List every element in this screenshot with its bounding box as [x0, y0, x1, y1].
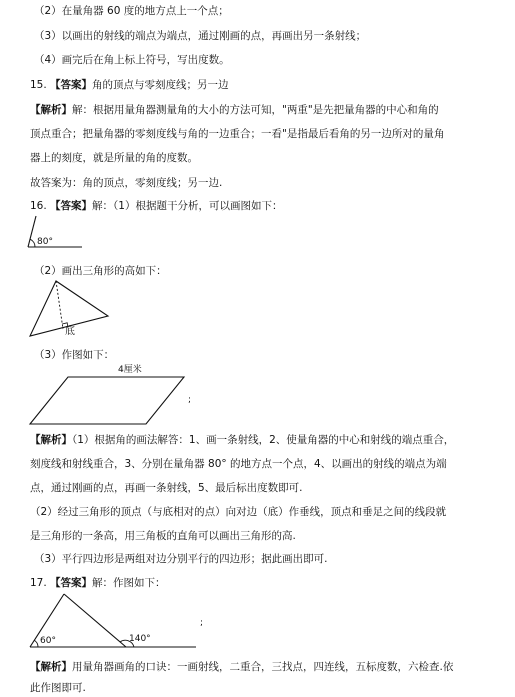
q16-analysis-line6: （3）平行四边形是两组对边分别平行的四边形；据此画出即可. — [34, 553, 328, 565]
q16-analysis-line1 — [30, 433, 454, 447]
arc-60 — [34, 640, 38, 647]
q17-analysis-line1 — [30, 660, 453, 674]
q15-number: 15. — [30, 79, 47, 91]
q16-analysis-tag: 【解析】 — [30, 434, 72, 446]
q17-number: 17. — [30, 577, 47, 589]
q17-intro: 解：作图如下： — [92, 577, 166, 589]
triangle-height — [56, 281, 63, 329]
q16-answer-line — [30, 199, 282, 213]
angle-60-label: 60° — [40, 636, 56, 646]
q15-answer-line — [30, 78, 229, 92]
q15-analysis-text1: 解：根据用量角器测量角的大小的方法可知，"两重"是先把量角器的中心和角的 — [72, 104, 439, 116]
q15-answer-tag: 【答案】 — [50, 79, 93, 91]
q16-number: 16. — [30, 200, 47, 212]
q16-analysis-text1: （1）根据角的画法解答：1、画一条射线，2、使量角器的中心和射线的端点重合， — [72, 434, 455, 446]
angle-140-label: 140° — [129, 634, 151, 644]
q15-analysis-line3: 器上的刻度，就是所量的角的度数。 — [30, 152, 198, 164]
q15-answer: 角的顶点与零刻度线；另一边 — [92, 79, 229, 91]
angle-ray-slanted — [28, 216, 36, 247]
q15-analysis-line2: 顶点重合；把量角器的零刻度线与角的一边重合；一看"是指最后看角的另一边所对的量角 — [30, 128, 445, 140]
q16-answer-tag: 【答案】 — [50, 200, 93, 212]
q17-answer-tag: 【答案】 — [50, 577, 93, 589]
q17-analysis-line2: 此作图即可. — [30, 682, 86, 694]
base-label: 底 — [65, 326, 75, 337]
q17-analysis-text1: 用量角器画角的口诀：一画射线，二重合，三找点，四连线，五标度数，六检查.依 — [72, 661, 454, 673]
q16-analysis-line4: （2）经过三角形的顶点（与底相对的点）向对边（底）作垂线，顶点和垂足之间的线段就 — [30, 506, 447, 518]
q16-angle-figure — [26, 214, 86, 254]
q17-angles-figure — [26, 591, 206, 651]
parallelogram — [30, 377, 184, 424]
q16-analysis-line3: 点，通过刚画的点，再画一条射线，5、最后标出度数即可. — [30, 482, 303, 494]
q14-step4: （4）画完后在角上标上符号，写出度数。 — [34, 54, 230, 66]
q17-analysis-tag: 【解析】 — [30, 661, 72, 673]
q14-step2: （2）在量角器 60 度的地方点上一个点； — [34, 5, 229, 17]
q16-analysis-line2: 刻度线和射线重合，3、分别在量角器 80° 的地方点一个点，4、以画出的射线的端点为端 — [30, 458, 447, 470]
q16-semicolon: ; — [188, 395, 192, 405]
q16-parallelogram-figure — [26, 362, 196, 427]
q16-part2: （2）画出三角形的高如下： — [34, 265, 167, 277]
q16-intro: 解：（1）根据题干分析，可以画图如下： — [92, 200, 283, 212]
q15-analysis-tag: 【解析】 — [30, 104, 72, 116]
ray-140 — [64, 594, 126, 647]
q15-conclusion: 故答案为：角的顶点，零刻度线；另一边. — [30, 177, 223, 189]
angle-80-label: 80° — [37, 237, 53, 247]
angle-arc — [30, 239, 35, 247]
q16-analysis-line5: 是三角形的一条高，用三角板的直角可以画出三角形的高. — [30, 530, 296, 542]
q15-analysis-line1 — [30, 103, 439, 117]
parallelogram-side-label: 4厘米 — [118, 365, 142, 375]
q17-answer-line — [30, 576, 166, 590]
q17-semicolon: ; — [200, 618, 204, 628]
q16-triangle-figure — [26, 279, 116, 339]
q14-step3: （3）以画出的射线的端点为端点，通过刚画的点，再画出另一条射线； — [34, 30, 367, 42]
q16-part3: （3）作图如下： — [34, 349, 115, 361]
